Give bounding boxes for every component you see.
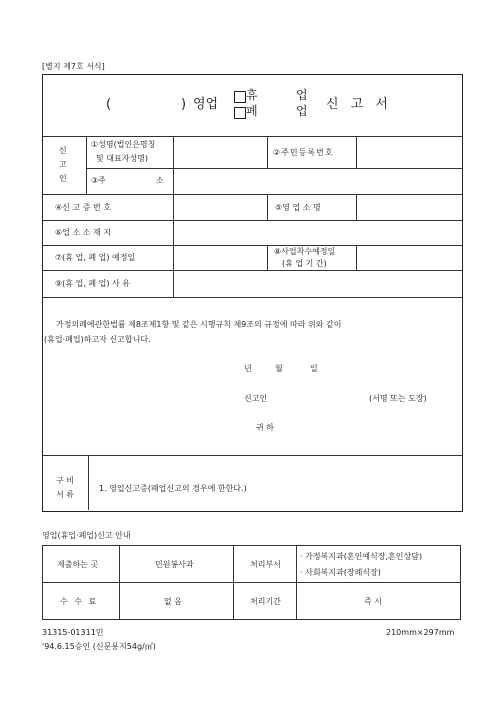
submit-to-label: 제출하는 곳 — [57, 560, 99, 569]
form-number: [별지 제7호 서식] — [42, 62, 105, 71]
reason-field[interactable] — [174, 271, 461, 297]
close-checkbox[interactable] — [234, 107, 246, 119]
date-day-label: 일 — [310, 364, 318, 373]
date-year-label: 년 — [244, 364, 252, 373]
dept-value-1: · 가정복지과(혼인예식장,혼인상담) — [300, 552, 423, 561]
rrn-label: ②주민등록번호 — [273, 148, 334, 157]
addressee-label: 귀 하 — [256, 423, 274, 432]
applicant-side-label-2: 고 — [59, 160, 67, 169]
fee-label: 수 수 료 — [60, 597, 99, 606]
report-cert-no-field[interactable] — [174, 195, 266, 220]
declaration-line-2: (휴업·폐업)하고자 신고합니다. — [44, 335, 151, 344]
address-field[interactable] — [174, 169, 461, 194]
title-business: 영업 — [193, 97, 219, 112]
planned-date-field[interactable] — [174, 246, 266, 270]
footer-approval: '94.6.15승인 (신문용지54g/㎡) — [42, 642, 156, 651]
title-suspend-char2: 업 — [296, 88, 308, 102]
documents-label-1: 구 비 — [56, 476, 74, 485]
title-paren-open: ( — [106, 97, 112, 112]
business-location-field[interactable] — [174, 221, 461, 245]
dept-value-2: · 사회복지과(장례식장) — [300, 568, 381, 577]
reporter-label: 신고인 — [244, 394, 268, 403]
business-location-label: ⑥업 소 소 재 지 — [55, 228, 111, 237]
signature-label: (서명 또는 도장) — [369, 394, 427, 403]
title-close-char: 폐 — [246, 104, 258, 118]
declaration-line-1: 가정의례에관한법률 제8조제1항 및 같은 시행규칙 제9조의 규정에 따라 위와 같이 — [56, 320, 342, 329]
documents-item: 1. 영업신고증(폐업신고의 경우에 한한다.) — [99, 484, 247, 493]
title-paren-close: ) — [181, 97, 187, 112]
title-close-char2: 업 — [296, 104, 308, 118]
period-label: 처리기간 — [250, 597, 281, 606]
reason-label: ⑨(휴 업, 폐 업) 사 유 — [55, 279, 131, 288]
title-report: 신 고 서 — [326, 97, 392, 112]
business-name-label: ⑤영 업 소 명 — [275, 203, 321, 212]
address-label-a: ③주 — [91, 176, 106, 185]
date-month-label: 월 — [275, 364, 283, 373]
applicant-side-label-3: 인 — [59, 174, 67, 183]
submit-to-value: 민원봉사과 — [155, 560, 194, 569]
documents-label-2: 서 류 — [56, 490, 74, 499]
guide-title: 영업(휴업·폐업)신고 안내 — [42, 531, 131, 540]
rrn-field[interactable] — [357, 137, 461, 168]
resume-date-label-2: (휴 업 기 간) — [282, 259, 327, 268]
footer-code: 31315-01311민 — [42, 628, 104, 637]
name-field[interactable] — [174, 137, 266, 168]
name-label-2: 및 대표자성명) — [96, 154, 149, 163]
report-cert-no-label: ④신 고 증 번 호 — [55, 203, 111, 212]
planned-date-label: ⑦(휴 업, 폐 업) 예정일 — [55, 253, 136, 262]
title-suspend-char: 휴 — [246, 88, 258, 102]
fee-value: 없 음 — [164, 597, 182, 606]
applicant-side-label-1: 신 — [59, 146, 67, 155]
footer-size: 210mm×297mm — [386, 628, 455, 637]
period-value: 즉 시 — [364, 597, 382, 606]
suspend-checkbox[interactable] — [234, 91, 246, 103]
business-name-field[interactable] — [357, 195, 461, 220]
resume-date-label-1: ⑧사업착수예정일 — [274, 247, 336, 256]
resume-date-field[interactable] — [357, 246, 461, 270]
dept-label: 처리부서 — [250, 560, 281, 569]
name-label-1: ①성명(법인은명칭 — [91, 140, 156, 149]
address-label-b: 소 — [156, 176, 164, 185]
